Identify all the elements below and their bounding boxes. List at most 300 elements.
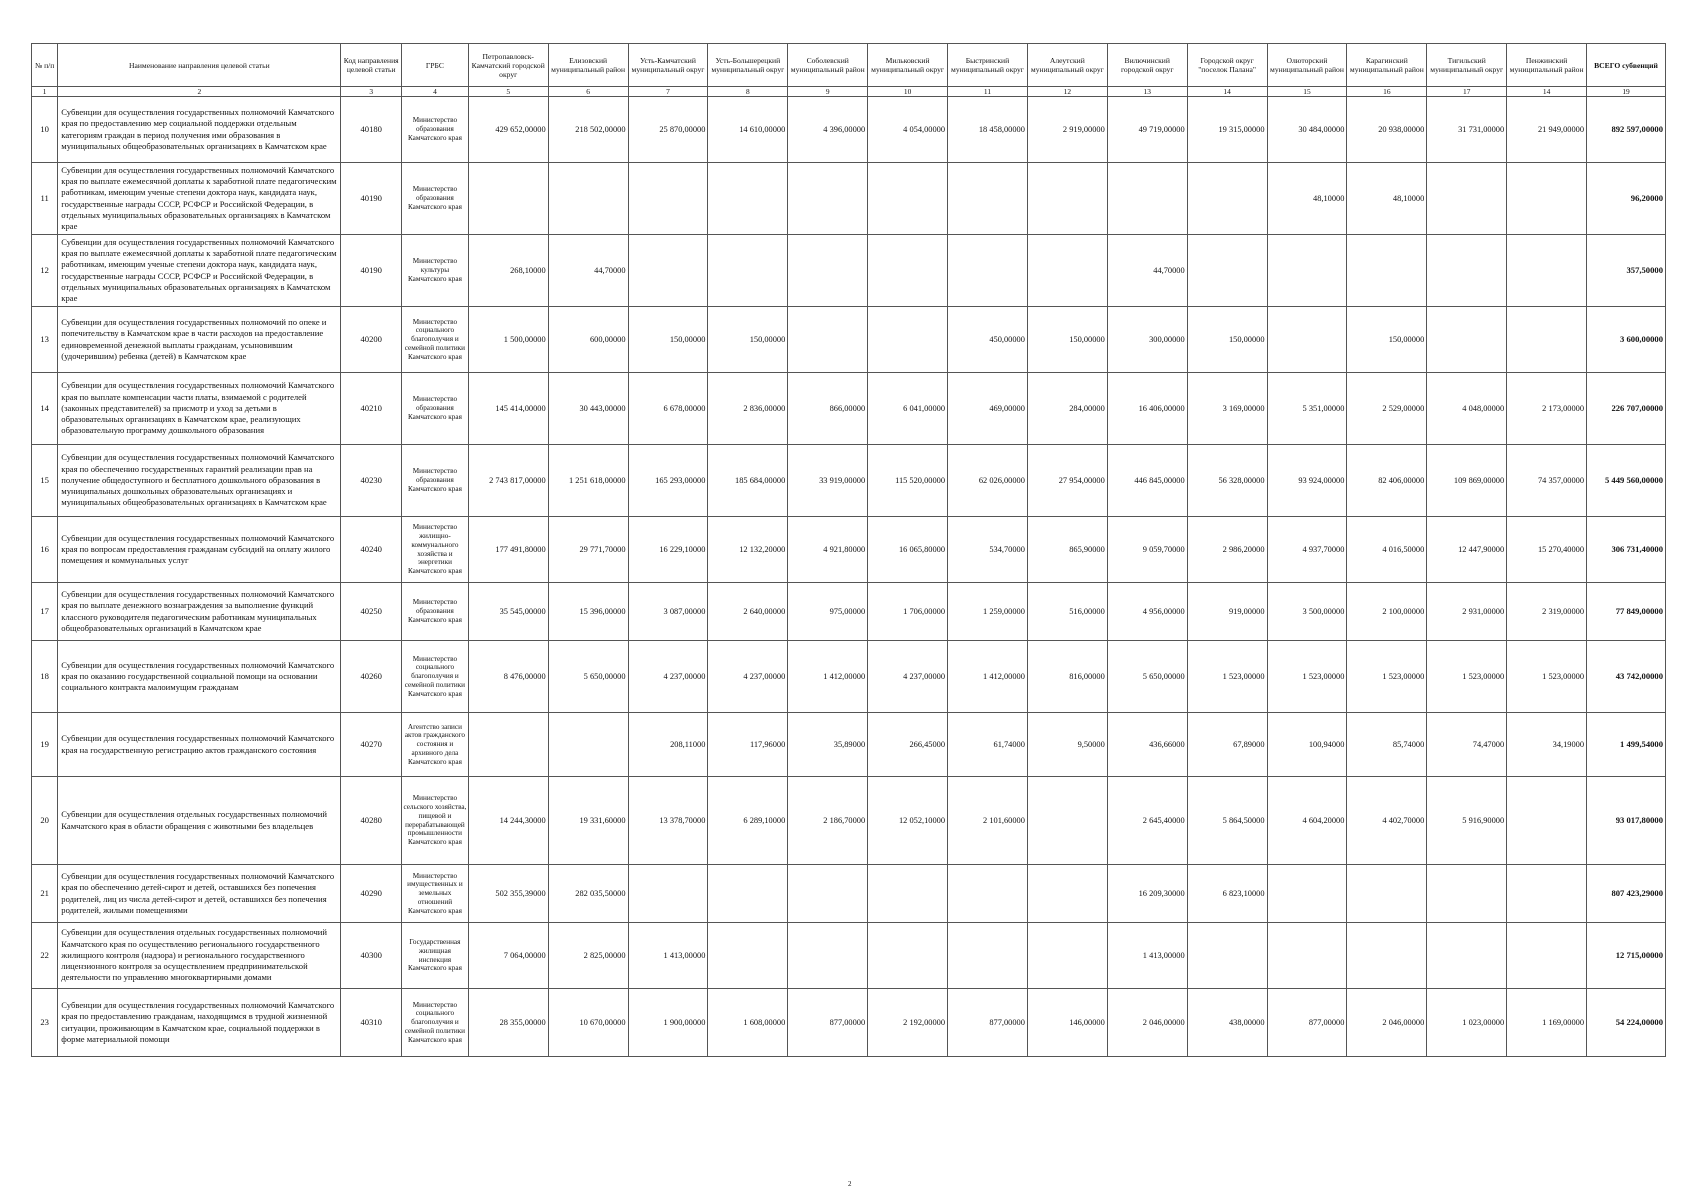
municipality-value: 2 100,00000 bbox=[1347, 583, 1427, 641]
column-header: Усть-Большерецкий муниципальный округ bbox=[708, 44, 788, 87]
header-row bbox=[32, 44, 1666, 87]
article-code: 40300 bbox=[341, 923, 402, 989]
municipality-value: 268,10000 bbox=[468, 235, 548, 307]
column-header: Олюторский муниципальный район bbox=[1267, 44, 1347, 87]
article-code: 40240 bbox=[341, 517, 402, 583]
municipality-value bbox=[788, 923, 868, 989]
municipality-value: 877,00000 bbox=[788, 989, 868, 1057]
municipality-value: 20 938,00000 bbox=[1347, 97, 1427, 163]
municipality-value: 2 640,00000 bbox=[708, 583, 788, 641]
municipality-value: 5 351,00000 bbox=[1267, 373, 1347, 445]
municipality-value bbox=[788, 865, 868, 923]
grbs-name: Министерство социального благополучия и семейной политики Камчатского края bbox=[402, 641, 469, 713]
target-article-name: Субвенции для осуществления государственных полномочий Камчатского края по предоставлению мер социальной поддержки отдельным категориям граждан в период получения ими образования в муниципальных общеобразовательных организациях в Камчатском крае bbox=[58, 97, 341, 163]
municipality-value: 9 059,70000 bbox=[1107, 517, 1187, 583]
row-number: 15 bbox=[32, 445, 58, 517]
municipality-value: 49 719,00000 bbox=[1107, 97, 1187, 163]
municipality-value bbox=[788, 163, 868, 235]
target-article-name: Субвенции для осуществления государственных полномочий Камчатского края по обеспечению детей-сирот и детей, оставшихся без попечения родителей, лиц из числа детей-сирот и детей, оставшихся без попечения родителей, жилыми помещениями bbox=[58, 865, 341, 923]
municipality-value bbox=[548, 713, 628, 777]
municipality-value: 429 652,00000 bbox=[468, 97, 548, 163]
municipality-value: 18 458,00000 bbox=[948, 97, 1028, 163]
page-number: 2 bbox=[848, 1180, 852, 1188]
municipality-value bbox=[1027, 777, 1107, 865]
grbs-name: Министерство образования Камчатского края bbox=[402, 445, 469, 517]
article-code: 40270 bbox=[341, 713, 402, 777]
municipality-value: 61,74000 bbox=[948, 713, 1028, 777]
municipality-value: 469,00000 bbox=[948, 373, 1028, 445]
article-code: 40190 bbox=[341, 163, 402, 235]
column-header: Наименование направления целевой статьи bbox=[58, 44, 341, 87]
grbs-name: Министерство образования Камчатского края bbox=[402, 583, 469, 641]
grbs-name: Министерство социального благополучия и семейной политики Камчатского края bbox=[402, 307, 469, 373]
column-number: 6 bbox=[548, 87, 628, 97]
column-number: 15 bbox=[1267, 87, 1347, 97]
grbs-name: Агентство записи актов гражданского состояния и архивного дела Камчатского края bbox=[402, 713, 469, 777]
municipality-value bbox=[1427, 923, 1507, 989]
municipality-value bbox=[1427, 865, 1507, 923]
row-number: 13 bbox=[32, 307, 58, 373]
municipality-value: 15 270,40000 bbox=[1507, 517, 1587, 583]
municipality-value: 48,10000 bbox=[1267, 163, 1347, 235]
municipality-value bbox=[1027, 865, 1107, 923]
municipality-value: 4 937,70000 bbox=[1267, 517, 1347, 583]
grbs-name: Министерство образования Камчатского края bbox=[402, 97, 469, 163]
column-number: 17 bbox=[1427, 87, 1507, 97]
municipality-value: 109 869,00000 bbox=[1427, 445, 1507, 517]
total-subvention: 43 742,00000 bbox=[1587, 641, 1666, 713]
municipality-value: 1 523,00000 bbox=[1507, 641, 1587, 713]
municipality-value: 816,00000 bbox=[1027, 641, 1107, 713]
municipality-value: 13 378,70000 bbox=[628, 777, 708, 865]
column-number: 19 bbox=[1587, 87, 1666, 97]
column-number: 1 bbox=[32, 87, 58, 97]
municipality-value: 1 412,00000 bbox=[788, 641, 868, 713]
column-number: 12 bbox=[1027, 87, 1107, 97]
municipality-value bbox=[1027, 235, 1107, 307]
grbs-name: Министерство образования Камчатского края bbox=[402, 163, 469, 235]
municipality-value: 5 650,00000 bbox=[1107, 641, 1187, 713]
municipality-value: 919,00000 bbox=[1187, 583, 1267, 641]
municipality-value: 21 949,00000 bbox=[1507, 97, 1587, 163]
municipality-value: 4 048,00000 bbox=[1427, 373, 1507, 445]
municipality-value: 44,70000 bbox=[548, 235, 628, 307]
municipality-value: 177 491,80000 bbox=[468, 517, 548, 583]
column-number: 4 bbox=[402, 87, 469, 97]
municipality-value: 1 523,00000 bbox=[1427, 641, 1507, 713]
municipality-value: 16 229,10000 bbox=[628, 517, 708, 583]
municipality-value: 502 355,39000 bbox=[468, 865, 548, 923]
municipality-value: 438,00000 bbox=[1187, 989, 1267, 1057]
municipality-value: 446 845,00000 bbox=[1107, 445, 1187, 517]
municipality-value: 866,00000 bbox=[788, 373, 868, 445]
target-article-name: Субвенции для осуществления государственных полномочий Камчатского края по выплате ежемесячной доплаты к заработной плате педагогическим работникам, имеющим ученые степени доктора наук, кандидата наук, государственные награды СССР, РСФСР и Российской Федерации, в отдельных муниципальных образовательных организациях в Камчатском крае bbox=[58, 235, 341, 307]
article-code: 40280 bbox=[341, 777, 402, 865]
municipality-value: 2 186,70000 bbox=[788, 777, 868, 865]
column-number: 5 bbox=[468, 87, 548, 97]
article-code: 40190 bbox=[341, 235, 402, 307]
municipality-value: 4 396,00000 bbox=[788, 97, 868, 163]
column-header: Пенжинский муниципальный район bbox=[1507, 44, 1587, 87]
target-article-name: Субвенции для осуществления отдельных государственных полномочий Камчатского края в области обращения с животными без владельцев bbox=[58, 777, 341, 865]
municipality-value: 4 016,50000 bbox=[1347, 517, 1427, 583]
target-article-name: Субвенции для осуществления государственных полномочий Камчатского края по выплате денежного вознаграждения за выполнение функций классного руководителя педагогическим работникам муниципальных общеобразовательных организаций в Камчатском крае bbox=[58, 583, 341, 641]
municipality-value: 12 447,90000 bbox=[1427, 517, 1507, 583]
municipality-value: 300,00000 bbox=[1107, 307, 1187, 373]
row-number: 18 bbox=[32, 641, 58, 713]
total-subvention: 77 849,00000 bbox=[1587, 583, 1666, 641]
municipality-value: 48,10000 bbox=[1347, 163, 1427, 235]
table-row bbox=[32, 307, 1666, 373]
municipality-value: 6 041,00000 bbox=[868, 373, 948, 445]
municipality-value: 2 919,00000 bbox=[1027, 97, 1107, 163]
municipality-value: 12 052,10000 bbox=[868, 777, 948, 865]
column-number: 3 bbox=[341, 87, 402, 97]
municipality-value: 2 529,00000 bbox=[1347, 373, 1427, 445]
municipality-value bbox=[1427, 307, 1507, 373]
municipality-value: 56 328,00000 bbox=[1187, 445, 1267, 517]
municipality-value: 30 484,00000 bbox=[1267, 97, 1347, 163]
total-subvention: 93 017,80000 bbox=[1587, 777, 1666, 865]
municipality-value: 74 357,00000 bbox=[1507, 445, 1587, 517]
article-code: 40230 bbox=[341, 445, 402, 517]
column-header: Быстринский муниципальный округ bbox=[948, 44, 1028, 87]
total-subvention: 226 707,00000 bbox=[1587, 373, 1666, 445]
municipality-value bbox=[788, 235, 868, 307]
municipality-value bbox=[948, 923, 1028, 989]
municipality-value bbox=[628, 163, 708, 235]
municipality-value: 218 502,00000 bbox=[548, 97, 628, 163]
municipality-value bbox=[868, 235, 948, 307]
municipality-value bbox=[948, 163, 1028, 235]
municipality-value: 35 545,00000 bbox=[468, 583, 548, 641]
column-number: 14 bbox=[1187, 87, 1267, 97]
municipality-value: 4 237,00000 bbox=[628, 641, 708, 713]
total-subvention: 3 600,00000 bbox=[1587, 307, 1666, 373]
table-row bbox=[32, 97, 1666, 163]
grbs-name: Министерство жилищно-коммунального хозяйства и энергетики Камчатского края bbox=[402, 517, 469, 583]
grbs-name: Министерство социального благополучия и семейной политики Камчатского края bbox=[402, 989, 469, 1057]
municipality-value: 2 986,20000 bbox=[1187, 517, 1267, 583]
column-number: 8 bbox=[708, 87, 788, 97]
municipality-value: 12 132,20000 bbox=[708, 517, 788, 583]
municipality-value: 67,89000 bbox=[1187, 713, 1267, 777]
municipality-value: 28 355,00000 bbox=[468, 989, 548, 1057]
municipality-value: 534,70000 bbox=[948, 517, 1028, 583]
municipality-value: 1 523,00000 bbox=[1347, 641, 1427, 713]
column-header: ГРБС bbox=[402, 44, 469, 87]
municipality-value: 266,45000 bbox=[868, 713, 948, 777]
appropriations-sheet bbox=[31, 43, 1666, 1057]
column-number: 10 bbox=[868, 87, 948, 97]
municipality-value: 1 023,00000 bbox=[1427, 989, 1507, 1057]
municipality-value bbox=[1507, 163, 1587, 235]
municipality-value bbox=[1267, 307, 1347, 373]
municipality-value: 25 870,00000 bbox=[628, 97, 708, 163]
municipality-value: 1 251 618,00000 bbox=[548, 445, 628, 517]
municipality-value: 282 035,50000 bbox=[548, 865, 628, 923]
target-article-name: Субвенции для осуществления государственных полномочий Камчатского края по выплате ежемесячной доплаты к заработной плате педагогическим работникам, имеющим ученые степени доктора наук, кандидата наук, государственные награды СССР, РСФСР и Российской Федерации, в отдельных муниципальных образовательных организациях в Камчатском крае bbox=[58, 163, 341, 235]
municipality-value bbox=[948, 235, 1028, 307]
municipality-value: 516,00000 bbox=[1027, 583, 1107, 641]
table-row bbox=[32, 777, 1666, 865]
column-numbers-row bbox=[32, 87, 1666, 97]
municipality-value: 1 523,00000 bbox=[1187, 641, 1267, 713]
municipality-value: 1 706,00000 bbox=[868, 583, 948, 641]
municipality-value: 74,47000 bbox=[1427, 713, 1507, 777]
municipality-value: 44,70000 bbox=[1107, 235, 1187, 307]
table-row bbox=[32, 583, 1666, 641]
municipality-value: 975,00000 bbox=[788, 583, 868, 641]
municipality-value: 2 825,00000 bbox=[548, 923, 628, 989]
municipality-value: 27 954,00000 bbox=[1027, 445, 1107, 517]
municipality-value bbox=[1507, 307, 1587, 373]
row-number: 10 bbox=[32, 97, 58, 163]
column-header: Карагинский муниципальный район bbox=[1347, 44, 1427, 87]
municipality-value: 33 919,00000 bbox=[788, 445, 868, 517]
table-row bbox=[32, 373, 1666, 445]
municipality-value: 2 931,00000 bbox=[1427, 583, 1507, 641]
total-subvention: 54 224,00000 bbox=[1587, 989, 1666, 1057]
municipality-value: 2 319,00000 bbox=[1507, 583, 1587, 641]
row-number: 16 bbox=[32, 517, 58, 583]
grbs-name: Министерство образования Камчатского края bbox=[402, 373, 469, 445]
table-row bbox=[32, 235, 1666, 307]
municipality-value: 10 670,00000 bbox=[548, 989, 628, 1057]
municipality-value bbox=[468, 713, 548, 777]
municipality-value: 150,00000 bbox=[628, 307, 708, 373]
target-article-name: Субвенции для осуществления государственных полномочий Камчатского края по вопросам предоставления гражданам субсидий на оплату жилого помещения и коммунальных услуг bbox=[58, 517, 341, 583]
municipality-value: 145 414,00000 bbox=[468, 373, 548, 445]
municipality-value: 2 645,40000 bbox=[1107, 777, 1187, 865]
municipality-value bbox=[1267, 923, 1347, 989]
municipality-value: 35,89000 bbox=[788, 713, 868, 777]
column-number: 14 bbox=[1507, 87, 1587, 97]
municipality-value bbox=[1187, 923, 1267, 989]
municipality-value: 4 402,70000 bbox=[1347, 777, 1427, 865]
municipality-value: 100,94000 bbox=[1267, 713, 1347, 777]
municipality-value: 15 396,00000 bbox=[548, 583, 628, 641]
table-row bbox=[32, 865, 1666, 923]
subvention-table bbox=[31, 43, 1666, 1057]
municipality-value: 16 209,30000 bbox=[1107, 865, 1187, 923]
municipality-value: 16 065,80000 bbox=[868, 517, 948, 583]
municipality-value bbox=[788, 307, 868, 373]
table-row bbox=[32, 923, 1666, 989]
municipality-value: 115 520,00000 bbox=[868, 445, 948, 517]
article-code: 40180 bbox=[341, 97, 402, 163]
municipality-value: 16 406,00000 bbox=[1107, 373, 1187, 445]
total-subvention: 12 715,00000 bbox=[1587, 923, 1666, 989]
municipality-value: 2 192,00000 bbox=[868, 989, 948, 1057]
municipality-value bbox=[1187, 163, 1267, 235]
row-number: 12 bbox=[32, 235, 58, 307]
municipality-value: 6 678,00000 bbox=[628, 373, 708, 445]
row-number: 20 bbox=[32, 777, 58, 865]
municipality-value: 150,00000 bbox=[1187, 307, 1267, 373]
municipality-value: 19 315,00000 bbox=[1187, 97, 1267, 163]
municipality-value bbox=[868, 307, 948, 373]
municipality-value: 1 413,00000 bbox=[1107, 923, 1187, 989]
municipality-value: 1 259,00000 bbox=[948, 583, 1028, 641]
municipality-value: 2 743 817,00000 bbox=[468, 445, 548, 517]
municipality-value: 4 054,00000 bbox=[868, 97, 948, 163]
municipality-value: 3 500,00000 bbox=[1267, 583, 1347, 641]
article-code: 40260 bbox=[341, 641, 402, 713]
municipality-value: 450,00000 bbox=[948, 307, 1028, 373]
municipality-value: 2 101,60000 bbox=[948, 777, 1028, 865]
grbs-name: Государственная жилищная инспекция Камчатского края bbox=[402, 923, 469, 989]
municipality-value: 3 169,00000 bbox=[1187, 373, 1267, 445]
municipality-value bbox=[628, 865, 708, 923]
municipality-value bbox=[708, 235, 788, 307]
municipality-value: 4 237,00000 bbox=[868, 641, 948, 713]
row-number: 17 bbox=[32, 583, 58, 641]
municipality-value bbox=[1347, 923, 1427, 989]
municipality-value bbox=[548, 163, 628, 235]
municipality-value bbox=[1507, 777, 1587, 865]
municipality-value bbox=[1427, 235, 1507, 307]
table-row bbox=[32, 163, 1666, 235]
row-number: 11 bbox=[32, 163, 58, 235]
table-body bbox=[32, 97, 1666, 1057]
municipality-value bbox=[1507, 235, 1587, 307]
municipality-value bbox=[1427, 163, 1507, 235]
target-article-name: Субвенции для осуществления государственных полномочий Камчатского края по оказанию государственной социальной помощи на основании социального контракта малоимущим гражданам bbox=[58, 641, 341, 713]
municipality-value: 93 924,00000 bbox=[1267, 445, 1347, 517]
municipality-value: 1 608,00000 bbox=[708, 989, 788, 1057]
total-subvention: 306 731,40000 bbox=[1587, 517, 1666, 583]
grbs-name: Министерство культуры Камчатского края bbox=[402, 235, 469, 307]
municipality-value: 1 413,00000 bbox=[628, 923, 708, 989]
table-row bbox=[32, 989, 1666, 1057]
target-article-name: Субвенции для осуществления государственных полномочий Камчатского края по обеспечению государственных гарантий реализации прав на получение общедоступного и бесплатного дошкольного образования в муниципальных дошкольных образовательных организациях и муниципальных общеобразовательных организациях в Камчатском крае bbox=[58, 445, 341, 517]
municipality-value: 6 823,10000 bbox=[1187, 865, 1267, 923]
municipality-value bbox=[628, 235, 708, 307]
municipality-value: 150,00000 bbox=[708, 307, 788, 373]
municipality-value: 85,74000 bbox=[1347, 713, 1427, 777]
grbs-name: Министерство сельского хозяйства, пищевой и перерабатывающей промышленности Камчатского края bbox=[402, 777, 469, 865]
total-subvention: 892 597,00000 bbox=[1587, 97, 1666, 163]
municipality-value bbox=[1507, 865, 1587, 923]
column-header: Тигильский муниципальный округ bbox=[1427, 44, 1507, 87]
municipality-value bbox=[868, 923, 948, 989]
municipality-value: 146,00000 bbox=[1027, 989, 1107, 1057]
row-number: 22 bbox=[32, 923, 58, 989]
column-header: Елизовский муниципальный район bbox=[548, 44, 628, 87]
municipality-value: 9,50000 bbox=[1027, 713, 1107, 777]
column-header: Усть-Камчатский муниципальный округ bbox=[628, 44, 708, 87]
municipality-value bbox=[1027, 923, 1107, 989]
total-subvention: 96,20000 bbox=[1587, 163, 1666, 235]
municipality-value bbox=[1267, 865, 1347, 923]
row-number: 14 bbox=[32, 373, 58, 445]
municipality-value: 34,19000 bbox=[1507, 713, 1587, 777]
column-header: Соболевский муниципальный район bbox=[788, 44, 868, 87]
municipality-value: 82 406,00000 bbox=[1347, 445, 1427, 517]
municipality-value: 30 443,00000 bbox=[548, 373, 628, 445]
municipality-value: 7 064,00000 bbox=[468, 923, 548, 989]
column-header: ВСЕГО субвенций bbox=[1587, 44, 1666, 87]
municipality-value bbox=[1107, 163, 1187, 235]
row-number: 19 bbox=[32, 713, 58, 777]
municipality-value: 4 921,80000 bbox=[788, 517, 868, 583]
column-header: Вилючинский городской округ bbox=[1107, 44, 1187, 87]
municipality-value: 117,96000 bbox=[708, 713, 788, 777]
municipality-value: 5 916,90000 bbox=[1427, 777, 1507, 865]
grbs-name: Министерство имущественных и земельных отношений Камчатского края bbox=[402, 865, 469, 923]
municipality-value: 436,66000 bbox=[1107, 713, 1187, 777]
municipality-value: 4 956,00000 bbox=[1107, 583, 1187, 641]
column-number: 13 bbox=[1107, 87, 1187, 97]
total-subvention: 807 423,29000 bbox=[1587, 865, 1666, 923]
municipality-value: 865,90000 bbox=[1027, 517, 1107, 583]
municipality-value bbox=[1507, 923, 1587, 989]
column-header: Городской округ "поселок Палана" bbox=[1187, 44, 1267, 87]
municipality-value bbox=[868, 865, 948, 923]
column-header: Мильковский муниципальный округ bbox=[868, 44, 948, 87]
total-subvention: 357,50000 bbox=[1587, 235, 1666, 307]
municipality-value: 2 046,00000 bbox=[1347, 989, 1427, 1057]
row-number: 23 bbox=[32, 989, 58, 1057]
municipality-value: 150,00000 bbox=[1347, 307, 1427, 373]
municipality-value: 165 293,00000 bbox=[628, 445, 708, 517]
municipality-value: 185 684,00000 bbox=[708, 445, 788, 517]
municipality-value: 1 412,00000 bbox=[948, 641, 1028, 713]
column-number: 9 bbox=[788, 87, 868, 97]
municipality-value: 877,00000 bbox=[1267, 989, 1347, 1057]
article-code: 40290 bbox=[341, 865, 402, 923]
municipality-value: 284,00000 bbox=[1027, 373, 1107, 445]
target-article-name: Субвенции для осуществления государственных полномочий по опеке и попечительству в Камчатском крае в части расходов на предоставление единовременной денежной выплаты гражданам, усыновившим (удочерившим) ребенка (детей) в Камчатском крае bbox=[58, 307, 341, 373]
column-number: 2 bbox=[58, 87, 341, 97]
target-article-name: Субвенции для осуществления отдельных государственных полномочий Камчатского края по осуществлению регионального государственного жилищного контроля (надзора) и регионального государственного лицензионного контроля за осуществлением предпринимательской деятельности по управлению многоквартирными домами bbox=[58, 923, 341, 989]
column-header: № п/п bbox=[32, 44, 58, 87]
column-header: Алеутский муниципальный округ bbox=[1027, 44, 1107, 87]
municipality-value: 29 771,70000 bbox=[548, 517, 628, 583]
article-code: 40200 bbox=[341, 307, 402, 373]
municipality-value bbox=[708, 923, 788, 989]
target-article-name: Субвенции для осуществления государственных полномочий Камчатского края по выплате компенсации части платы, взимаемой с родителей (законных представителей) за присмотр и уход за детьми в образовательных организациях в Камчатском крае, реализующих образовательную программу дошкольного образования bbox=[58, 373, 341, 445]
municipality-value bbox=[468, 163, 548, 235]
column-number: 7 bbox=[628, 87, 708, 97]
municipality-value: 6 289,10000 bbox=[708, 777, 788, 865]
total-subvention: 5 449 560,00000 bbox=[1587, 445, 1666, 517]
municipality-value: 600,00000 bbox=[548, 307, 628, 373]
municipality-value: 150,00000 bbox=[1027, 307, 1107, 373]
article-code: 40310 bbox=[341, 989, 402, 1057]
municipality-value: 1 900,00000 bbox=[628, 989, 708, 1057]
municipality-value: 877,00000 bbox=[948, 989, 1028, 1057]
article-code: 40250 bbox=[341, 583, 402, 641]
total-subvention: 1 499,54000 bbox=[1587, 713, 1666, 777]
table-row bbox=[32, 445, 1666, 517]
municipality-value bbox=[868, 163, 948, 235]
municipality-value bbox=[1027, 163, 1107, 235]
municipality-value bbox=[1347, 235, 1427, 307]
municipality-value: 2 046,00000 bbox=[1107, 989, 1187, 1057]
column-number: 11 bbox=[948, 87, 1028, 97]
municipality-value: 1 523,00000 bbox=[1267, 641, 1347, 713]
municipality-value bbox=[1187, 235, 1267, 307]
municipality-value bbox=[708, 163, 788, 235]
municipality-value: 5 650,00000 bbox=[548, 641, 628, 713]
municipality-value: 1 500,00000 bbox=[468, 307, 548, 373]
municipality-value: 4 237,00000 bbox=[708, 641, 788, 713]
municipality-value: 208,11000 bbox=[628, 713, 708, 777]
column-header: Петропавловск-Камчатский городской округ bbox=[468, 44, 548, 87]
municipality-value: 3 087,00000 bbox=[628, 583, 708, 641]
